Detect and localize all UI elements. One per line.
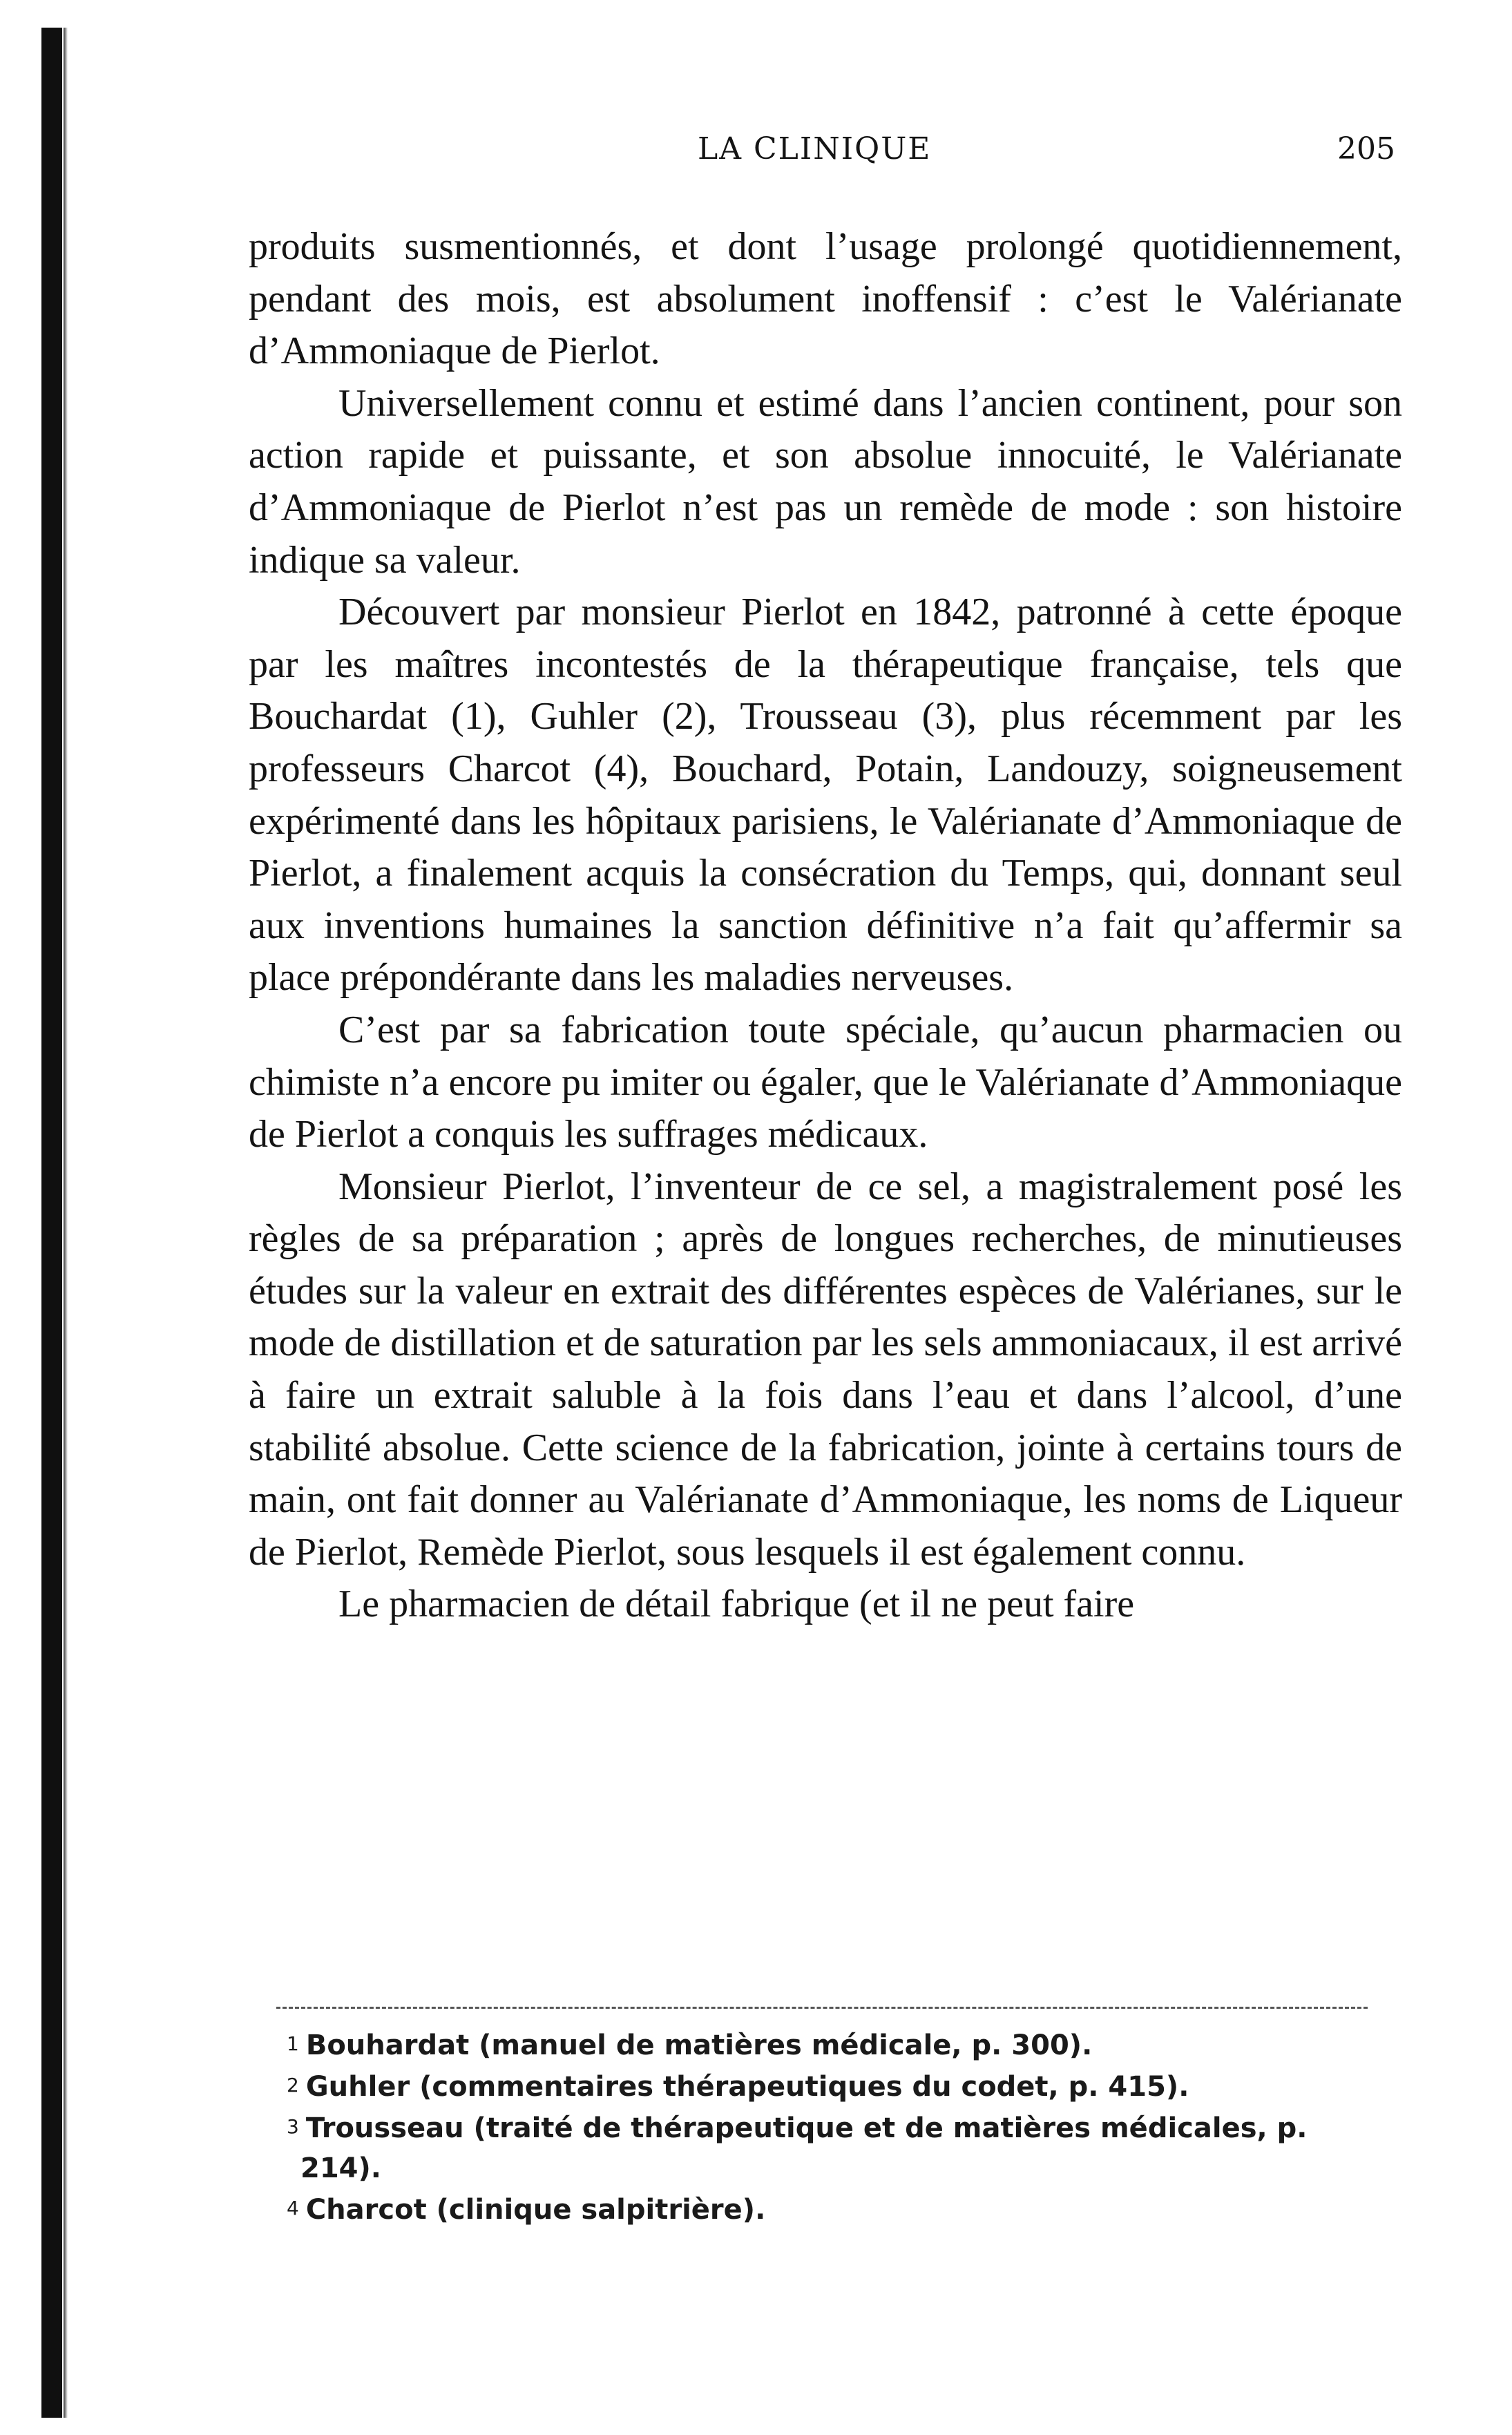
paragraph-5: Monsieur Pierlot, l’inventeur de ce sel, a magistralement posé les règles de sa préparation ; après de longues recherches, de minutieuses études sur la valeur en extrait des différentes espèces de Valérianes, sur le mode de distillation et de saturation par les sels ammoniacaux, il est arrivé à faire un extrait saluble à la fois dans l’eau et dans l’alcool, d’une stabilité absolue. Cette science de la fabrication, jointe à certains tours de main, ont fait donner au Valérianate d’Ammoniaque, les noms de Liqueur de Pierlot, Remède Pierlot, sous lesquels il est également connu. xyxy=(249,1165,1402,1574)
paragraph-4: C’est par sa fabrication toute spéciale, qu’aucun pharmacien ou chimiste n’a encore pu imiter ou égaler, que le Valérianate d’Ammoniaque de Pierlot a conquis les suffrages médicaux. xyxy=(249,1008,1402,1156)
footnote-text: Bouhardat (manuel de matières médicale, p. 300). xyxy=(305,2030,1093,2061)
footnote-number: 2 xyxy=(287,2074,299,2097)
binding-shadow xyxy=(64,28,68,2418)
running-title: LA CLINIQUE xyxy=(698,131,932,166)
footnote-number: 1 xyxy=(287,2032,299,2055)
paragraph-3: Découvert par monsieur Pierlot en 1842, patronné à cette époque par les maîtres incontestés de la thérapeutique française, tels que Bouchardat (1), Guhler (2), Trousseau (3), plus récemment par les professeurs Charcot (4), Bouchard, Potain, Landouzy, soigneusement expérimenté dans les hôpitaux parisiens, le Valérianate d’Ammoniaque de Pierlot, a finalement acquis la consécration du Temps, qui, donnant seul aux inventions humaines la sanction définitive n’a fait qu’affermir sa place prépondérante dans les maladies nerveuses. xyxy=(249,591,1402,1000)
footnote-separator xyxy=(276,2007,1368,2009)
footnote-text: Charcot (clinique salpitrière). xyxy=(305,2194,766,2226)
footnote-2 xyxy=(249,2065,1395,2107)
footnote-1 xyxy=(249,2024,1395,2065)
page-number: 205 xyxy=(1337,131,1395,166)
footnotes xyxy=(249,2024,1395,2230)
paragraph-1: produits susmentionnés, et dont l’usage prolongé quotidiennement, pendant des mois, est absolument inoffensif : c’est le Valérianate d’Ammoniaque de Pierlot. xyxy=(249,225,1402,373)
paragraph-6: Le pharmacien de détail fabrique (et il ne peut faire xyxy=(338,1583,1135,1626)
footnote-4 xyxy=(249,2188,1395,2230)
book-binding-edge xyxy=(41,28,62,2418)
footnote-text: Guhler (commentaires thérapeutiques du codet, p. 415). xyxy=(305,2071,1189,2103)
footnote-number: 4 xyxy=(287,2197,299,2219)
page-header xyxy=(249,131,1395,180)
footnote-text: Trousseau (traité de thérapeutique et de matières médicales, p. 214). xyxy=(300,2112,1308,2184)
paragraph-2: Universellement connu et estimé dans l’ancien continent, pour son action rapide et puissante, et son absolue innocuité, le Valérianate d’Ammoniaque de Pierlot n’est pas un remède de mode : son histoire indique sa valeur. xyxy=(249,381,1402,582)
main-text xyxy=(249,221,1402,1631)
footnote-3 xyxy=(249,2107,1395,2188)
footnote-number: 3 xyxy=(287,2115,299,2138)
